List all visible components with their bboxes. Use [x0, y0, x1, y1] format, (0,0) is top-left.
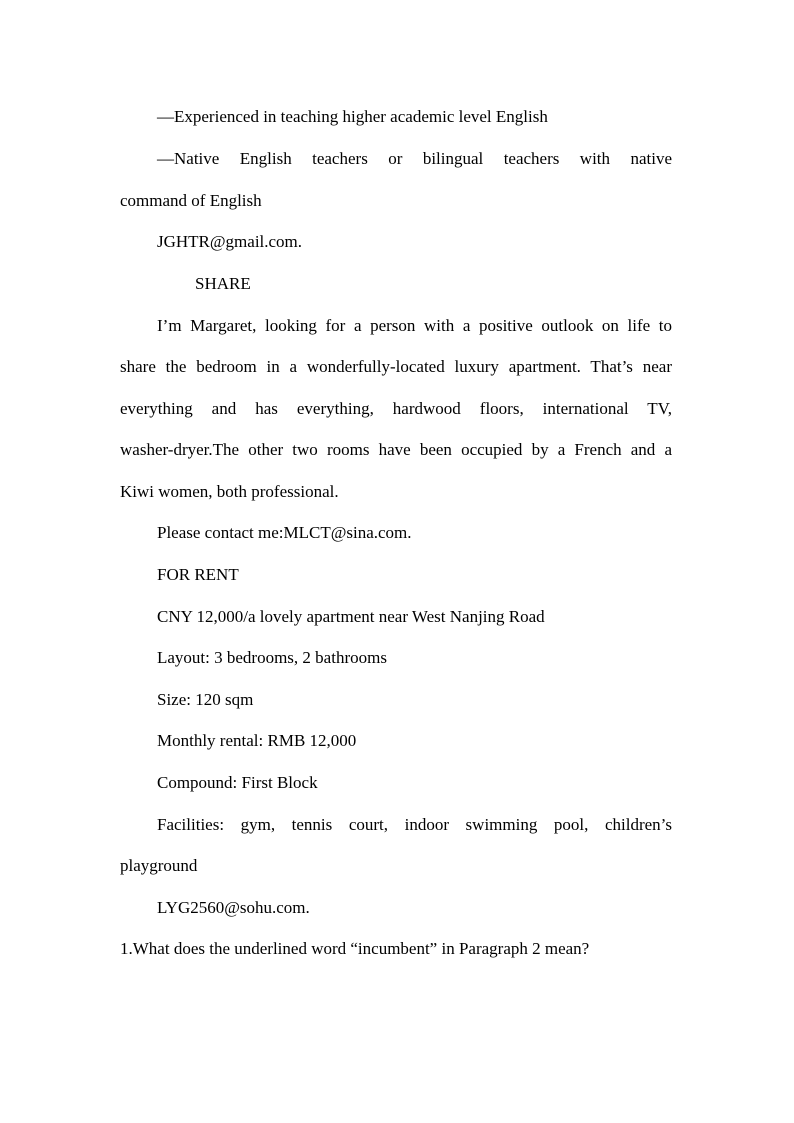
share-heading: SHARE — [195, 274, 251, 293]
share-text-line-1: I’m Margaret, looking for a person with a positive outlook on life to — [157, 316, 672, 335]
rent-size: Size: 120 sqm — [157, 690, 254, 709]
rent-facilities-cont: playground — [120, 856, 198, 875]
rent-compound: Compound: First Block — [157, 773, 318, 792]
rent-title: CNY 12,000/a lovely apartment near West Nanjing Road — [157, 607, 545, 626]
requirement-line-2-cont: command of English — [120, 191, 262, 210]
for-rent-heading: FOR RENT — [157, 565, 239, 584]
question-1: 1.What does the underlined word “incumbent” in Paragraph 2 mean? — [120, 939, 590, 958]
requirement-line-2: —Native English teachers or bilingual teachers with native — [157, 149, 672, 168]
requirement-line-1: —Experienced in teaching higher academic level English — [157, 107, 548, 126]
contact-email-1: JGHTR@gmail.com. — [157, 232, 303, 251]
share-text-line-3: everything and has everything, hardwood floors, international TV, — [120, 399, 672, 418]
rent-contact-email: LYG2560@sohu.com. — [157, 898, 310, 917]
share-text-line-2: share the bedroom in a wonderfully-located luxury apartment. That’s near — [120, 357, 672, 376]
share-contact: Please contact me:MLCT@sina.com. — [157, 523, 412, 542]
share-text-line-4: washer-dryer.The other two rooms have been occupied by a French and a — [120, 440, 672, 459]
rent-monthly: Monthly rental: RMB 12,000 — [157, 731, 357, 750]
rent-layout: Layout: 3 bedrooms, 2 bathrooms — [157, 648, 387, 667]
share-text-line-5: Kiwi women, both professional. — [120, 482, 339, 501]
rent-facilities: Facilities: gym, tennis court, indoor swimming pool, children’s — [157, 815, 672, 834]
